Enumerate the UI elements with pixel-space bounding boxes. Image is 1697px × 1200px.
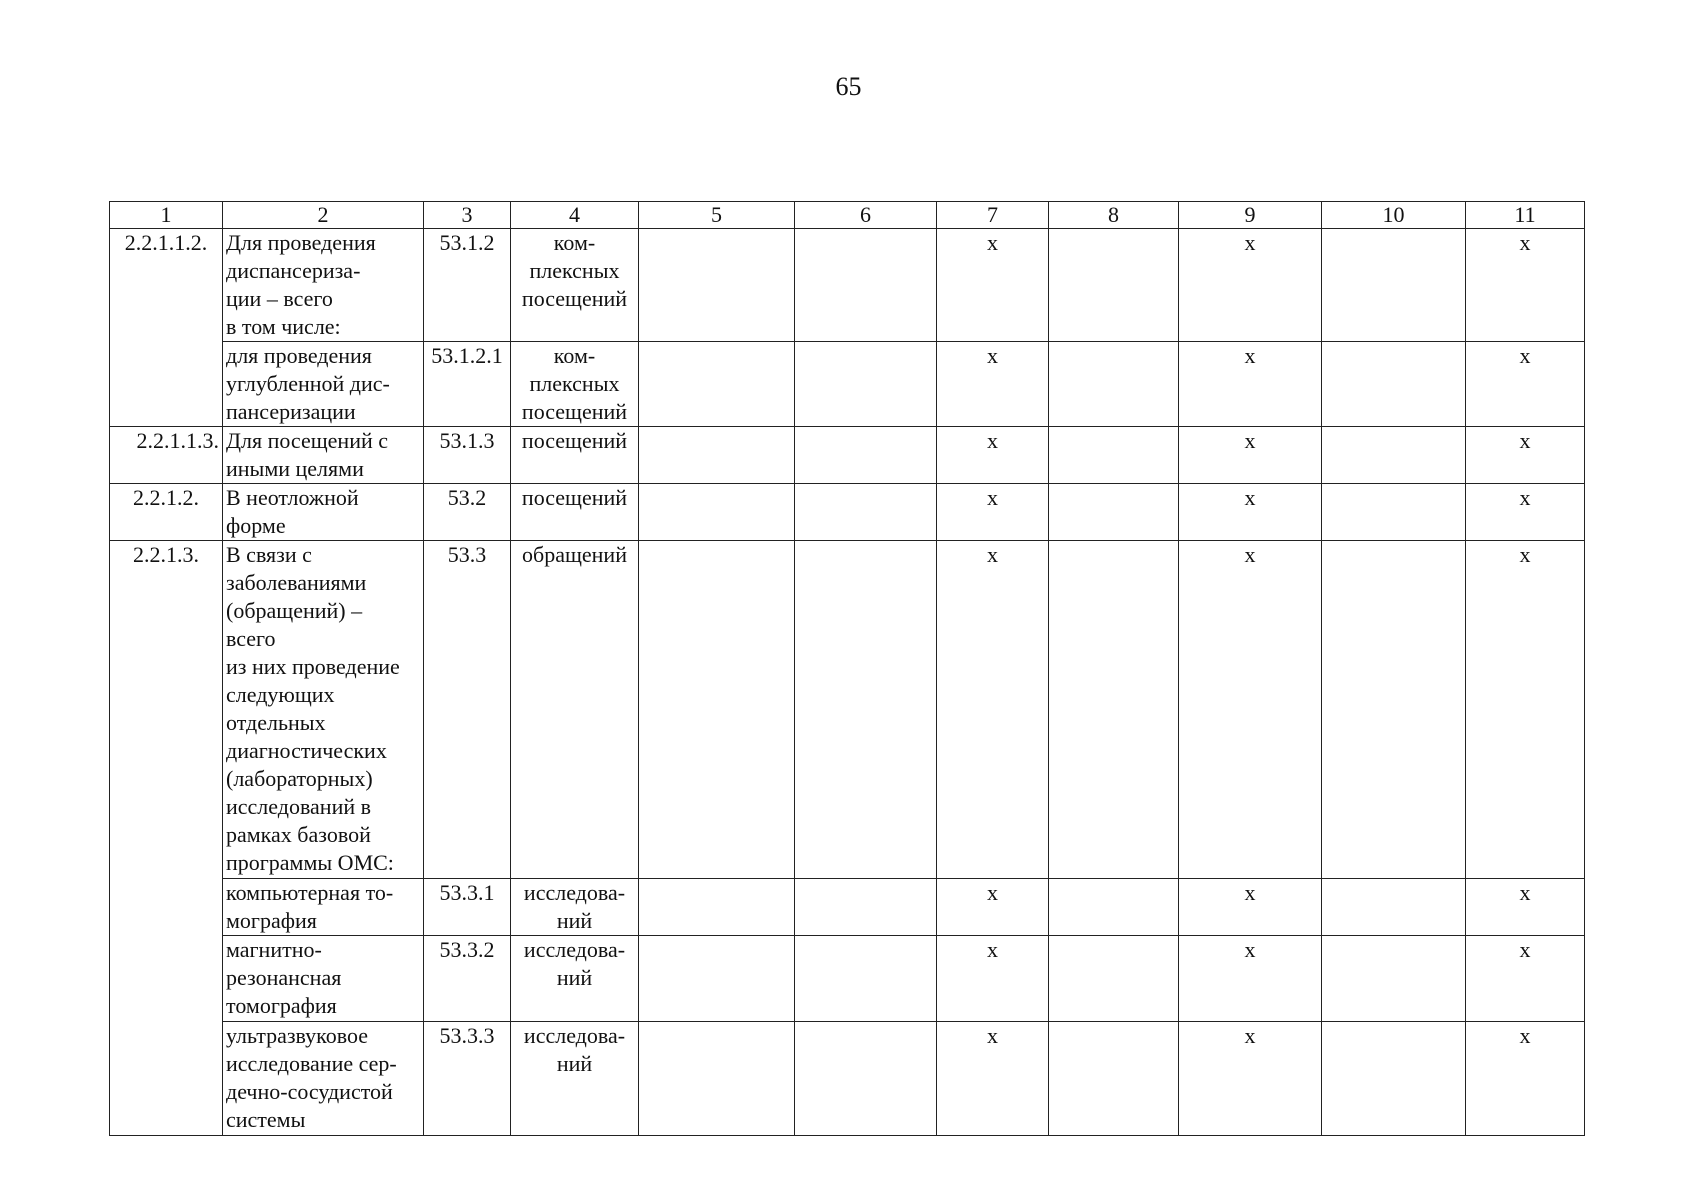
row-name: В связи с заболеваниями (обращений) – всего из них проведение следующих отдельных диагностических (лабораторных) исследований в рамках базовой программы ОМС: [226,542,400,875]
row-number: 2.2.1.1.2. [124,230,208,255]
table-row [110,484,1585,541]
empty-cell [639,541,795,879]
table-row [110,342,1585,427]
empty-cell [639,342,795,427]
cell-col9: х [1179,342,1322,427]
row-name: ультразвуковое исследование сер- дечно-сосудистой системы [226,1023,397,1132]
empty-cell [795,484,937,541]
row-name-cell [223,936,424,1022]
empty-cell [1049,342,1179,427]
row-unit: ком- плексных посещений [521,343,628,424]
empty-cell [1322,1022,1466,1136]
row-name-cell [223,1022,424,1136]
cell-col11: х [1466,342,1585,427]
table-row [110,1022,1585,1136]
cell-col9: х [1179,541,1322,879]
row-code: 53.3.3 [424,1022,511,1136]
col-header: 1 [110,202,223,229]
row-unit-cell [511,936,639,1022]
row-number: 2.2.1.2. [110,484,223,541]
row-code: 53.2 [424,484,511,541]
empty-cell [1322,936,1466,1022]
cell-col11: х [1466,541,1585,879]
row-unit: посещений [511,427,639,484]
cell-col7: х [937,879,1049,936]
row-unit-cell [511,229,639,342]
table-row [110,879,1585,936]
empty-cell [795,879,937,936]
row-code: 53.3 [424,541,511,879]
row-number-cell [110,541,223,1136]
row-name-cell [223,229,424,342]
col-header: 3 [424,202,511,229]
empty-cell [795,541,937,879]
row-name-cell [223,484,424,541]
empty-cell [639,484,795,541]
empty-cell [795,229,937,342]
row-name: магнитно- резонансная томография [226,937,342,1018]
cell-col9: х [1179,1022,1322,1136]
empty-cell [795,342,937,427]
col-header: 7 [937,202,1049,229]
col-header: 10 [1322,202,1466,229]
empty-cell [1322,229,1466,342]
cell-col11: х [1466,427,1585,484]
row-unit-cell [511,1022,639,1136]
cell-col7: х [937,229,1049,342]
col-header: 4 [511,202,639,229]
cell-col9: х [1179,484,1322,541]
row-code: 53.1.2.1 [424,342,511,427]
empty-cell [639,1022,795,1136]
cell-col9: х [1179,427,1322,484]
row-code: 53.3.1 [424,879,511,936]
empty-cell [1322,484,1466,541]
cell-col7: х [937,1022,1049,1136]
data-table [109,201,1585,1136]
empty-cell [1049,229,1179,342]
row-unit: обращений [511,541,639,879]
empty-cell [1322,342,1466,427]
empty-cell [1049,541,1179,879]
table-row [110,936,1585,1022]
row-name-cell [223,879,424,936]
row-name: Для посещений с иными целями [226,428,389,481]
cell-col11: х [1466,879,1585,936]
empty-cell [639,879,795,936]
row-unit-cell [511,342,639,427]
row-code: 53.1.2 [424,229,511,342]
empty-cell [639,229,795,342]
cell-col11: х [1466,1022,1585,1136]
cell-col11: х [1466,936,1585,1022]
empty-cell [1049,427,1179,484]
row-name: Для проведения диспансериза- ции – всего в том числе: [226,230,376,339]
col-header: 11 [1466,202,1585,229]
row-name: компьютерная то- мография [226,880,394,933]
cell-col11: х [1466,229,1585,342]
col-header: 2 [223,202,424,229]
row-unit: исследова- ний [523,880,626,933]
cell-col9: х [1179,879,1322,936]
row-number: 2.2.1.1.3. [110,427,223,484]
cell-col7: х [937,484,1049,541]
row-name-cell [223,427,424,484]
row-unit: исследова- ний [523,1023,626,1076]
row-unit-cell [511,879,639,936]
cell-col7: х [937,541,1049,879]
page-number: 65 [835,72,862,101]
row-number-cell [110,229,223,427]
row-name-cell [223,541,424,879]
empty-cell [1322,541,1466,879]
row-unit: ком- плексных посещений [521,230,628,311]
cell-col11: х [1466,484,1585,541]
empty-cell [1049,936,1179,1022]
empty-cell [1049,484,1179,541]
col-header: 6 [795,202,937,229]
cell-col7: х [937,342,1049,427]
row-code: 53.1.3 [424,427,511,484]
header-row [110,202,1585,229]
cell-col7: х [937,427,1049,484]
empty-cell [639,427,795,484]
row-number: 2.2.1.3. [133,542,199,567]
table-row [110,541,1585,879]
empty-cell [1322,427,1466,484]
col-header: 8 [1049,202,1179,229]
col-header: 5 [639,202,795,229]
empty-cell [1049,1022,1179,1136]
row-unit: посещений [511,484,639,541]
empty-cell [795,1022,937,1136]
table-row [110,229,1585,342]
row-unit: исследова- ний [523,937,626,990]
row-name: для проведения углубленной дис- пансеризации [226,343,390,424]
cell-col9: х [1179,229,1322,342]
cell-col9: х [1179,936,1322,1022]
empty-cell [795,427,937,484]
table-row [110,427,1585,484]
empty-cell [795,936,937,1022]
col-header: 9 [1179,202,1322,229]
empty-cell [1049,879,1179,936]
row-code: 53.3.2 [424,936,511,1022]
empty-cell [1322,879,1466,936]
empty-cell [639,936,795,1022]
cell-col7: х [937,936,1049,1022]
row-name-cell [223,342,424,427]
row-name: В неотложной форме [226,485,359,538]
